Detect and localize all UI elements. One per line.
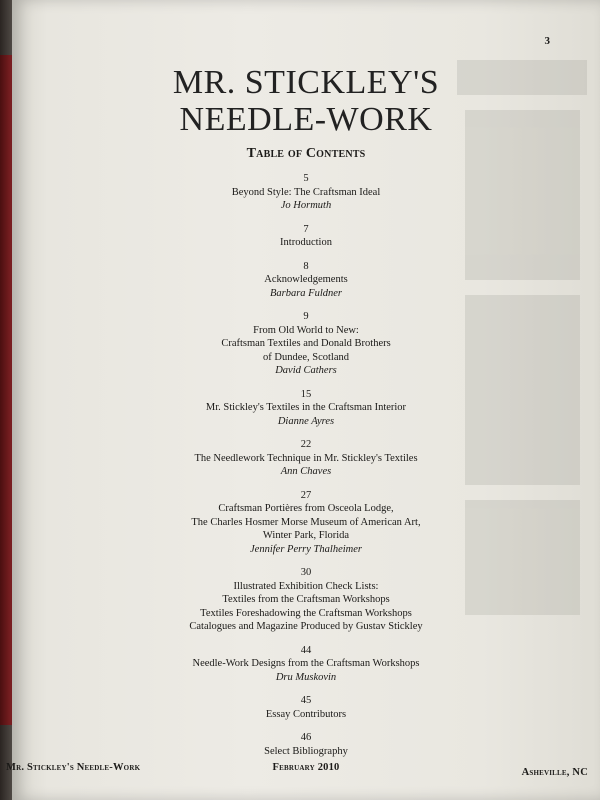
toc-entry xyxy=(12,172,600,213)
book-title-line-2: NEEDLE-WORK xyxy=(179,101,433,138)
toc-entry-title: Beyond Style: The Craftsman Ideal xyxy=(231,186,381,198)
book-title-line-1: MR. STICKLEY'S xyxy=(172,64,440,101)
toc-entry xyxy=(12,388,600,429)
toc-entry-title: Mr. Stickley's Textiles in the Craftsman Interior xyxy=(205,402,407,413)
footer-date: February 2010 xyxy=(272,762,340,773)
toc-entry-author: Barbara Fuldner xyxy=(269,287,343,299)
toc-entry xyxy=(12,438,600,479)
toc-entry xyxy=(12,310,600,378)
toc-entry-author: Jo Hormuth xyxy=(280,200,332,211)
toc-entry xyxy=(12,731,600,758)
toc-entry-title: Needle-Work Designs from the Craftsman Workshops xyxy=(192,658,420,669)
toc-entry-author: Dianne Ayres xyxy=(277,415,335,427)
toc-entry-page: 44 xyxy=(300,644,312,656)
toc-heading: Table of Contents xyxy=(246,146,366,161)
toc-entry-title: Winter Park, Florida xyxy=(262,530,350,541)
toc-entry-author: Dru Muskovin xyxy=(275,671,337,683)
book-page xyxy=(6,0,600,800)
toc-entry-title: Textiles Foreshadowing the Craftsman Workshops xyxy=(200,607,412,619)
toc-entry-title: Craftsman Portières from Osceola Lodge, xyxy=(218,503,394,514)
toc-entries xyxy=(12,172,600,768)
toc-entry-page: 46 xyxy=(300,732,312,743)
toc-entry-title: Introduction xyxy=(280,237,332,248)
toc-entry-author: Ann Chaves xyxy=(280,466,332,477)
page-number: 3 xyxy=(544,35,550,47)
toc-entry-title: From Old World to New: xyxy=(253,324,359,336)
toc-entry-page: 5 xyxy=(303,173,309,184)
toc-entry-title: Catalogues and Magazine Produced by Gustav Stickley xyxy=(189,621,423,632)
toc-entry-page: 27 xyxy=(300,489,312,501)
toc-entry xyxy=(12,694,600,721)
toc-entry-author: David Cathers xyxy=(275,365,337,376)
toc-entry xyxy=(12,223,600,250)
toc-entry-title: The Needlework Technique in Mr. Stickley's Textiles xyxy=(194,452,418,464)
toc-entry-page: 22 xyxy=(300,439,312,450)
toc-entry-title: Essay Contributors xyxy=(265,708,347,720)
toc-entry xyxy=(12,260,600,301)
toc-entry-title: Illustrated Exhibition Check Lists: xyxy=(233,580,379,592)
toc-entry-title: Select Bibliography xyxy=(264,745,348,757)
toc-entry-title: of Dundee, Scotland xyxy=(262,351,350,363)
toc-entry-page: 7 xyxy=(303,223,309,235)
toc-entry-title: The Charles Hosmer Morse Museum of American Art, xyxy=(191,516,421,528)
toc-entry-page: 15 xyxy=(300,388,312,400)
toc-entry-title: Craftsman Textiles and Donald Brothers xyxy=(221,338,391,349)
toc-entry-page: 45 xyxy=(300,695,312,706)
toc-entry-author: Jennifer Perry Thalheimer xyxy=(250,543,362,555)
toc-entry-title: Textiles from the Craftsman Workshops xyxy=(222,594,390,605)
footer-location: Asheville, NC xyxy=(521,767,588,778)
footer-book-title: Mr. Stickley's Needle-Work xyxy=(6,762,141,773)
toc-entry xyxy=(12,644,600,685)
toc-entry xyxy=(12,489,600,557)
toc-entry-title: Acknowledgements xyxy=(264,274,348,285)
toc-entry-page: 8 xyxy=(303,260,309,272)
toc-entry xyxy=(12,566,600,634)
toc-entry-page: 30 xyxy=(300,567,312,578)
toc-entry-page: 9 xyxy=(303,311,309,322)
